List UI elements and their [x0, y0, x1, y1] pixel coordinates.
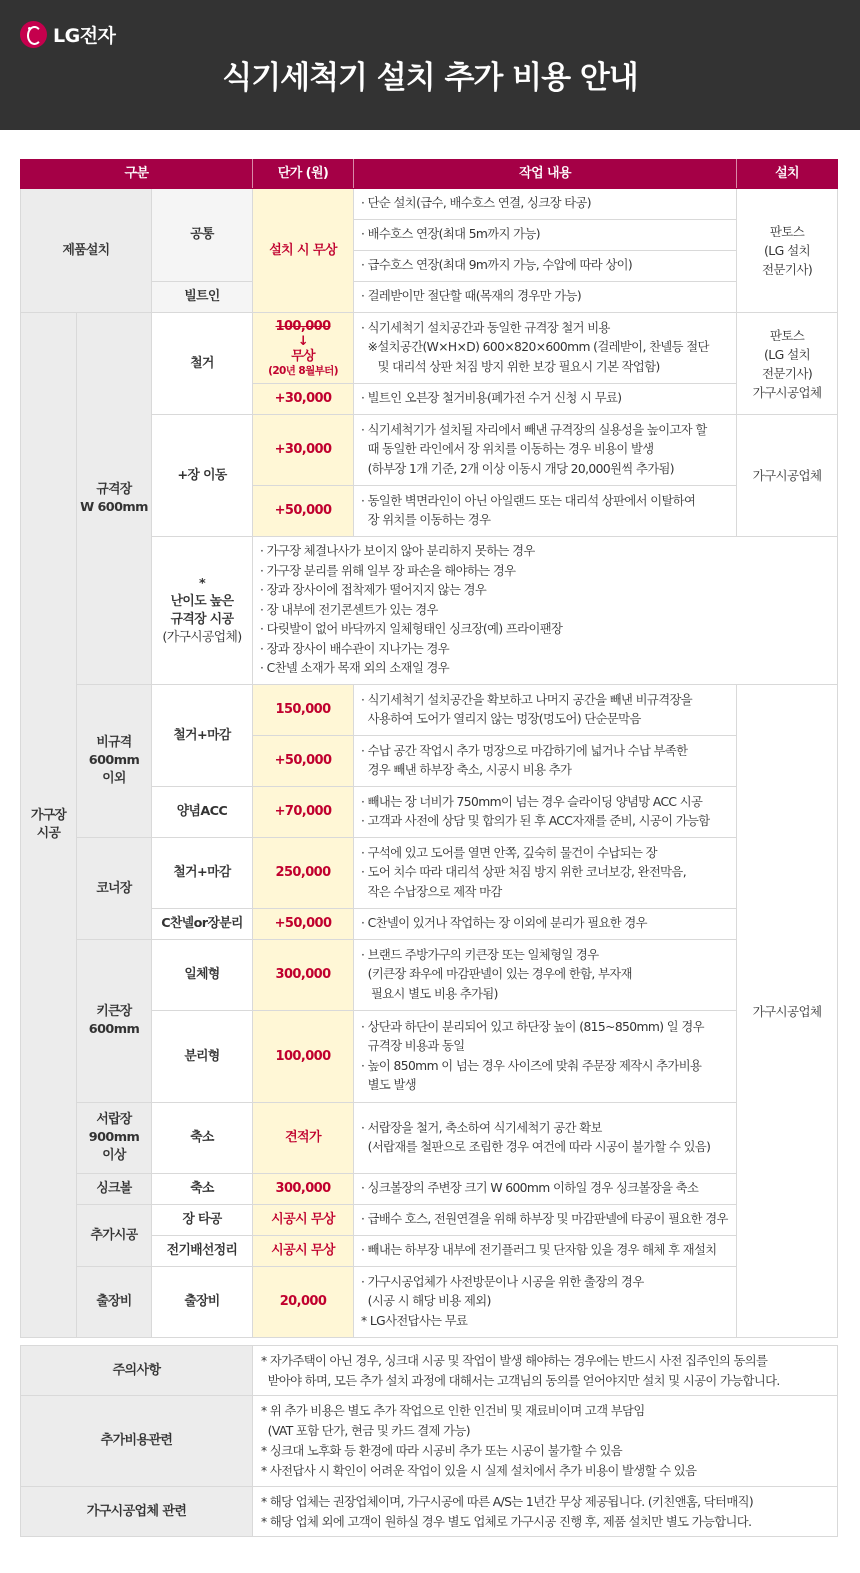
price-sinkbowl: 300,000 — [253, 1174, 354, 1205]
cat-extra: 추가시공 — [77, 1205, 152, 1267]
cat-sinkbowl: 싱크볼 — [77, 1174, 152, 1205]
desc-common-2: · 배수호스 연장(최대 5m까지 가능) — [354, 220, 737, 251]
sub-sinkbowl-shrink: 축소 — [152, 1174, 253, 1205]
desc-removal-2: · 빌트인 오븐장 철거비용(폐가전 수거 신청 시 무료) — [354, 384, 737, 415]
note-vendor-text: * 해당 업체는 권장업체이며, 가구시공에 따른 A/S는 1년간 무상 제공됩니다. (키친앤홈, 닥터매직) * 해당 업체 외에 고객이 원하실 경우 별도 업체로 가구시공 진행 후, 제품 설치만 별도 가능합니다. — [253, 1487, 838, 1537]
desc-drawer: · 서랍장을 철거, 축소하여 식기세척기 공간 확보 (서랍재를 철판으로 조립한 경우 여건에 따라 시공이 불가할 수 있음) — [354, 1103, 737, 1174]
note-caution-text: * 자가주택이 아닌 경우, 싱크대 시공 및 작업이 발생 해야하는 경우에는 반드시 사전 집주인의 동의를 받아야 하며, 모든 추가 설치 과정에 대해서는 고객님의 동의를 얻어야지만 설치 및 시공이 가능합니다. — [253, 1346, 838, 1396]
cat-std-cabinet: 규격장 W 600mm — [77, 313, 152, 685]
cat-product-install: 제품설치 — [21, 189, 152, 313]
desc-integrated: · 브랜드 주방가구의 키큰장 또는 일체형일 경우 (키큰장 좌우에 마감판넬이 있는 경우에 한함, 부자재 필요시 별도 비용 추가됨) — [354, 940, 737, 1011]
sub-move: +장 이동 — [152, 415, 253, 537]
price-integrated: 300,000 — [253, 940, 354, 1011]
price-separate: 100,000 — [253, 1011, 354, 1103]
desc-separate: · 상단과 하단이 분리되어 있고 하단장 높이 (815~850mm) 일 경우 규격장 비용과 동일 · 높이 850mm 이 넘는 경우 사이즈에 맞춰 주문장 제작시 추가비용 별도 발생 — [354, 1011, 737, 1103]
price-drilling: 시공시 무상 — [253, 1205, 354, 1236]
page-header — [0, 0, 860, 130]
sub-trip: 출장비 — [152, 1267, 253, 1338]
desc-cchannel: · C찬넬이 있거나 작업하는 장 이외에 분리가 필요한 경우 — [354, 909, 737, 940]
desc-move-2: · 동일한 벽면라인이 아닌 아일랜드 또는 대리석 상판에서 이탈하여 장 위치를 이동하는 경우 — [354, 486, 737, 537]
col-header-category: 구분 — [21, 160, 253, 189]
price-corner: 250,000 — [253, 838, 354, 909]
price-move-1: +30,000 — [253, 415, 354, 486]
sub-yangnyeom: 양념ACC — [152, 787, 253, 838]
sub-common: 공통 — [152, 189, 253, 282]
desc-sinkbowl: · 싱크볼장의 주변장 크기 W 600mm 이하일 경우 싱크볼장을 축소 — [354, 1174, 737, 1205]
cat-corner: 코너장 — [77, 838, 152, 940]
sub-removal: 철거 — [152, 313, 253, 415]
cat-furniture: 가구장 시공 — [21, 313, 77, 1338]
desc-corner: · 구석에 있고 도어를 열면 안쪽, 깊숙히 물건이 수납되는 장 · 도어 치수 따라 대리석 상판 처짐 방지 위한 코너보강, 완전막음, 작은 수납장으로 제작 마감 — [354, 838, 737, 909]
cat-tall: 키큰장 600mm — [77, 940, 152, 1103]
price-nonstd-2: +50,000 — [253, 736, 354, 787]
desc-nonstd-2: · 수납 공간 작업시 추가 멍장으로 마감하기에 넓거나 수납 부족한 경우 빼낸 하부장 축소, 시공시 비용 추가 — [354, 736, 737, 787]
desc-common-3: · 급수호스 연장(최대 9m까지 가능, 수압에 따라 상이) — [354, 251, 737, 282]
price-cchannel: +50,000 — [253, 909, 354, 940]
note-extra-cost-label: 추가비용관련 — [21, 1396, 253, 1487]
sub-nonstd-remove-finish: 철거+마감 — [152, 685, 253, 787]
cost-table — [20, 159, 838, 1338]
col-header-installer: 설치 — [737, 160, 838, 189]
cat-drawer: 서랍장 900mm 이상 — [77, 1103, 152, 1174]
desc-nonstd-1: · 식기세척기 설치공간을 확보하고 나머지 공간을 빼낸 비규격장을 사용하여 도어가 열리지 않는 멍장(멍도어) 단순문막음 — [354, 685, 737, 736]
lg-logo-icon — [20, 21, 47, 48]
sub-separate: 분리형 — [152, 1011, 253, 1103]
desc-removal: · 식기세척기 설치공간과 동일한 규격장 철거 비용 ※설치공간(W×H×D) 600×820×600mm (걸레받이, 찬넬등 절단 및 대리석 상판 처짐 방지 위한 보강 필요시 기본 작업함) — [354, 313, 737, 384]
desc-difficult: · 가구장 체결나사가 보이지 않아 분리하지 못하는 경우 · 가구장 분리를 위해 일부 장 파손을 해야하는 경우 · 장과 장사이에 접착제가 떨어지지 않는 경우 · 장 내부에 전기콘센트가 있는 경우 · 다릿발이 없어 바닥까지 일체형태인 싱크장(예) 프라이팬장 · 장과 장사이 배수관이 지나가는 경우 · C찬넬 소재가 목재 외의 소재일 경우 — [253, 537, 838, 685]
desc-builtin: · 걸레받이만 절단할 때(목재의 경우만 가능) — [354, 282, 737, 313]
sub-builtin: 빌트인 — [152, 282, 253, 313]
installer-pantos-furniture: 판토스 (LG 설치 전문기사) 가구시공업체 — [737, 313, 838, 415]
sub-drilling: 장 타공 — [152, 1205, 253, 1236]
note-vendor-label: 가구시공업체 관련 — [21, 1487, 253, 1537]
desc-wiring: · 빼내는 하부장 내부에 전기플러그 및 단자함 있을 경우 해체 후 재설치 — [354, 1236, 737, 1267]
sub-wiring: 전기배선정리 — [152, 1236, 253, 1267]
price-free-install: 설치 시 무상 — [253, 189, 354, 313]
sub-difficult: * 난이도 높은 규격장 시공 (가구시공업체) — [152, 537, 253, 685]
price-removal-2: +30,000 — [253, 384, 354, 415]
desc-trip: · 가구시공업체가 사전방문이나 시공을 위한 출장의 경우 (시공 시 해당 비용 제외) * LG사전답사는 무료 — [354, 1267, 737, 1338]
sub-drawer-shrink: 축소 — [152, 1103, 253, 1174]
price-yangnyeom: +70,000 — [253, 787, 354, 838]
desc-yangnyeom: · 빼내는 장 너비가 750mm이 넘는 경우 슬라이딩 양념망 ACC 시공 · 고객과 사전에 상담 및 합의가 된 후 ACC자재를 준비, 시공이 가능함 — [354, 787, 737, 838]
note-caution-label: 주의사항 — [21, 1346, 253, 1396]
col-header-price: 단가 (원) — [253, 160, 354, 189]
desc-move-1: · 식기세척기가 설치될 자리에서 빼낸 규격장의 실용성을 높이고자 할 때 동일한 라인에서 장 위치를 이동하는 경우 비용이 발생 (하부장 1개 기준, 2개 이상 이동시 개당 20,000원씩 추가됨) — [354, 415, 737, 486]
price-trip: 20,000 — [253, 1267, 354, 1338]
cat-trip: 출장비 — [77, 1267, 152, 1338]
price-wiring: 시공시 무상 — [253, 1236, 354, 1267]
page-title: 식기세척기 설치 추가 비용 안내 — [222, 60, 638, 96]
installer-pantos: 판토스 (LG 설치 전문기사) — [737, 189, 838, 313]
logo-text: LG전자 — [53, 24, 116, 47]
desc-drilling: · 급배수 호스, 전원연결을 위해 하부장 및 마감판넬에 타공이 필요한 경우 — [354, 1205, 737, 1236]
note-extra-cost-text: * 위 추가 비용은 별도 추가 작업으로 인한 인건비 및 재료비이며 고객 부담임 (VAT 포함 단가, 현금 및 카드 결제 가능) * 싱크대 노후화 등 환경에 따라 시공비 추가 또는 시공이 불가할 수 있음 * 사전답사 시 확인이 어려운 작업이 있을 시 실제 설치에서 추가 비용이 발생할 수 있음 — [253, 1396, 838, 1487]
price-nonstd-1: 150,000 — [253, 685, 354, 736]
installer-furniture-2: 가구시공업체 — [737, 685, 838, 1338]
lg-logo — [20, 20, 115, 48]
notes-table — [20, 1345, 838, 1537]
price-move-2: +50,000 — [253, 486, 354, 537]
sub-cchannel: C찬넬or장분리 — [152, 909, 253, 940]
price-drawer: 견적가 — [253, 1103, 354, 1174]
col-header-work: 작업 내용 — [354, 160, 737, 189]
sub-integrated: 일체형 — [152, 940, 253, 1011]
price-removal: 100,000 ↓ 무상 (20년 8월부터) — [253, 313, 354, 384]
cat-nonstd: 비규격 600mm 이외 — [77, 685, 152, 838]
desc-common-1: · 단순 설치(급수, 배수호스 연결, 싱크장 타공) — [354, 189, 737, 220]
installer-furniture-1: 가구시공업체 — [737, 415, 838, 537]
sub-corner-remove-finish: 철거+마감 — [152, 838, 253, 909]
